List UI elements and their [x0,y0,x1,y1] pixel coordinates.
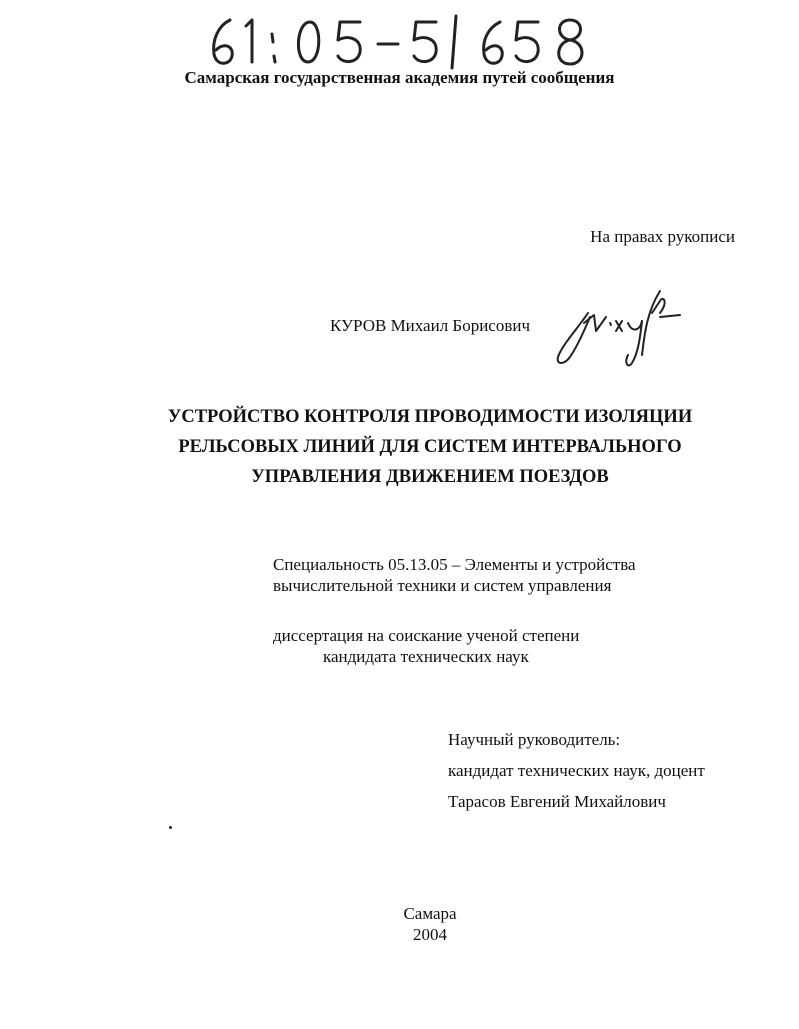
institution-name: Самарская государственная академия путей сообщения [184,68,615,87]
dissertation-title [0,402,799,492]
specialty-line-1: Специальность 05.13.05 – Элементы и устройства [273,555,636,574]
supervisor-label: Научный руководитель: [448,730,621,749]
scan-speck [169,826,172,829]
specialty-line-2: вычислительной техники и систем управления [273,576,612,595]
rights-note: На правах рукописи [590,227,735,246]
title-line-1: УСТРОЙСТВО КОНТРОЛЯ ПРОВОДИМОСТИ ИЗОЛЯЦИИ [167,407,693,427]
year: 2004 [413,925,447,944]
place-and-year [0,903,799,945]
city: Самара [403,904,457,923]
title-line-2: РЕЛЬСОВЫХ ЛИНИЙ ДЛЯ СИСТЕМ ИНТЕРВАЛЬНОГО [178,437,682,457]
specialty [273,554,636,596]
title-line-3: УПРАВЛЕНИЯ ДВИЖЕНИЕМ ПОЕЗДОВ [251,467,609,487]
supervisor-name: Тарасов Евгений Михайлович [448,792,666,811]
author-signature [548,283,688,373]
degree [273,625,579,667]
supervisor-rank: кандидат технических наук, доцент [448,761,705,780]
degree-line-2: кандидата технических наук [323,647,529,666]
supervisor [448,724,705,817]
author-name: КУРОВ Михаил Борисович [330,316,531,335]
degree-line-1: диссертация на соискание ученой степени [273,626,580,645]
handwritten-catalog-number [200,12,600,72]
